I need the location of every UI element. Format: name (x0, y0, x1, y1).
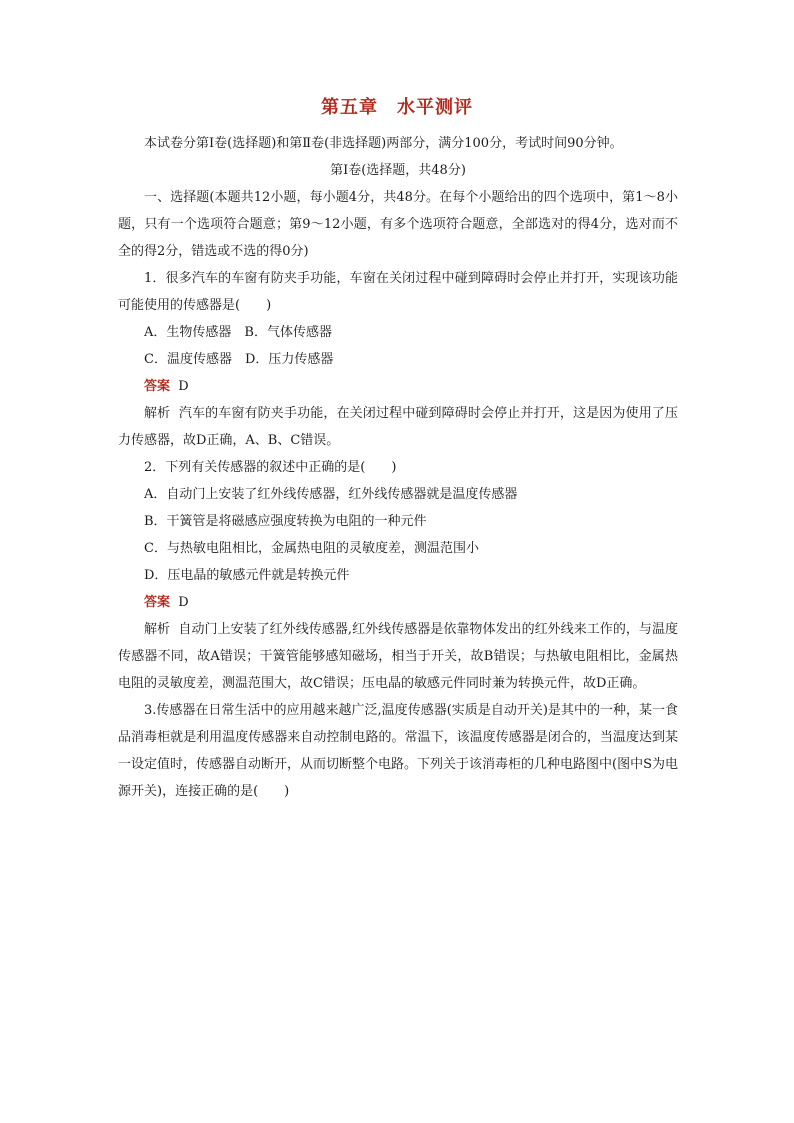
document-body (118, 130, 678, 805)
answer-label: 答案 (144, 379, 171, 394)
option-line: B．干簧管是将磁感应强度转换为电阻的一种元件 (144, 514, 427, 529)
question-stem: 3.传感器在日常生活中的应用越来越广泛,温度传感器(实质是自动开关)是其中的一种，某一食品消毒柜就是利用温度传感器来自动控制电路的。常温下，该温度传感器是闭合的，当温度达到某一设定值时，传感器自动断开，从而切断整个电路。下列关于该消毒柜的几种电路图中(图中S为电源开关)，连接正确的是( ) (118, 703, 678, 799)
intro-paragraph: 本试卷分第Ⅰ卷(选择题)和第Ⅱ卷(非选择题)两部分，满分100分，考试时间90分钟。 (144, 136, 623, 151)
answer-value: D (178, 379, 189, 394)
analysis-label: 解析 (144, 406, 171, 421)
question-3 (118, 697, 678, 805)
option-line: D．压电晶的敏感元件就是转换元件 (144, 568, 350, 583)
option-line: A．自动门上安装了红外线传感器，红外线传感器就是温度传感器 (144, 487, 518, 502)
analysis-text: 汽车的车窗有防夹手功能，在关闭过程中碰到障碍时会停止并打开，这是因为使用了压力传感器，故D正确，A、B、C错误。 (118, 406, 678, 448)
answer-label: 答案 (144, 595, 171, 610)
analysis-label: 解析 (144, 622, 171, 637)
option-line: C．温度传感器 D．压力传感器 (144, 352, 334, 367)
analysis-paragraph (118, 616, 678, 697)
question-2 (118, 454, 678, 697)
section-title: 第Ⅰ卷(选择题，共48分) (330, 163, 466, 178)
option-line: A．生物传感器 B．气体传感器 (144, 325, 332, 340)
question-stem: 2．下列有关传感器的叙述中正确的是( ) (144, 460, 397, 475)
question-1 (118, 265, 678, 454)
answer-line (118, 589, 678, 616)
question-stem: 1．很多汽车的车窗有防夹手功能，车窗在关闭过程中碰到障碍时会停止并打开，实现该功能可能使用的传感器是( ) (118, 271, 678, 313)
analysis-paragraph (118, 400, 678, 454)
answer-value: D (178, 595, 189, 610)
analysis-text: 自动门上安装了红外线传感器,红外线传感器是依靠物体发出的红外线来工作的，与温度传感器不同，故A错误；干簧管能够感知磁场，相当于开关，故B错误；与热敏电阻相比，金属热电阻的灵敏度差，测温范围大，故C错误；压电晶的敏感元件同时兼为转换元件，故D正确。 (118, 622, 678, 691)
answer-line (118, 373, 678, 400)
part-instructions: 一、选择题(本题共12小题，每小题4分，共48分。在每个小题给出的四个选项中，第1～8小题，只有一个选项符合题意；第9～12小题，有多个选项符合题意，全部选对的得4分，选对而不全的得2分，错选或不选的得0分) (118, 190, 678, 259)
page-title: 第五章 水平测评 (321, 97, 473, 118)
option-line: C．与热敏电阻相比，金属热电阻的灵敏度差，测温范围小 (144, 541, 479, 556)
